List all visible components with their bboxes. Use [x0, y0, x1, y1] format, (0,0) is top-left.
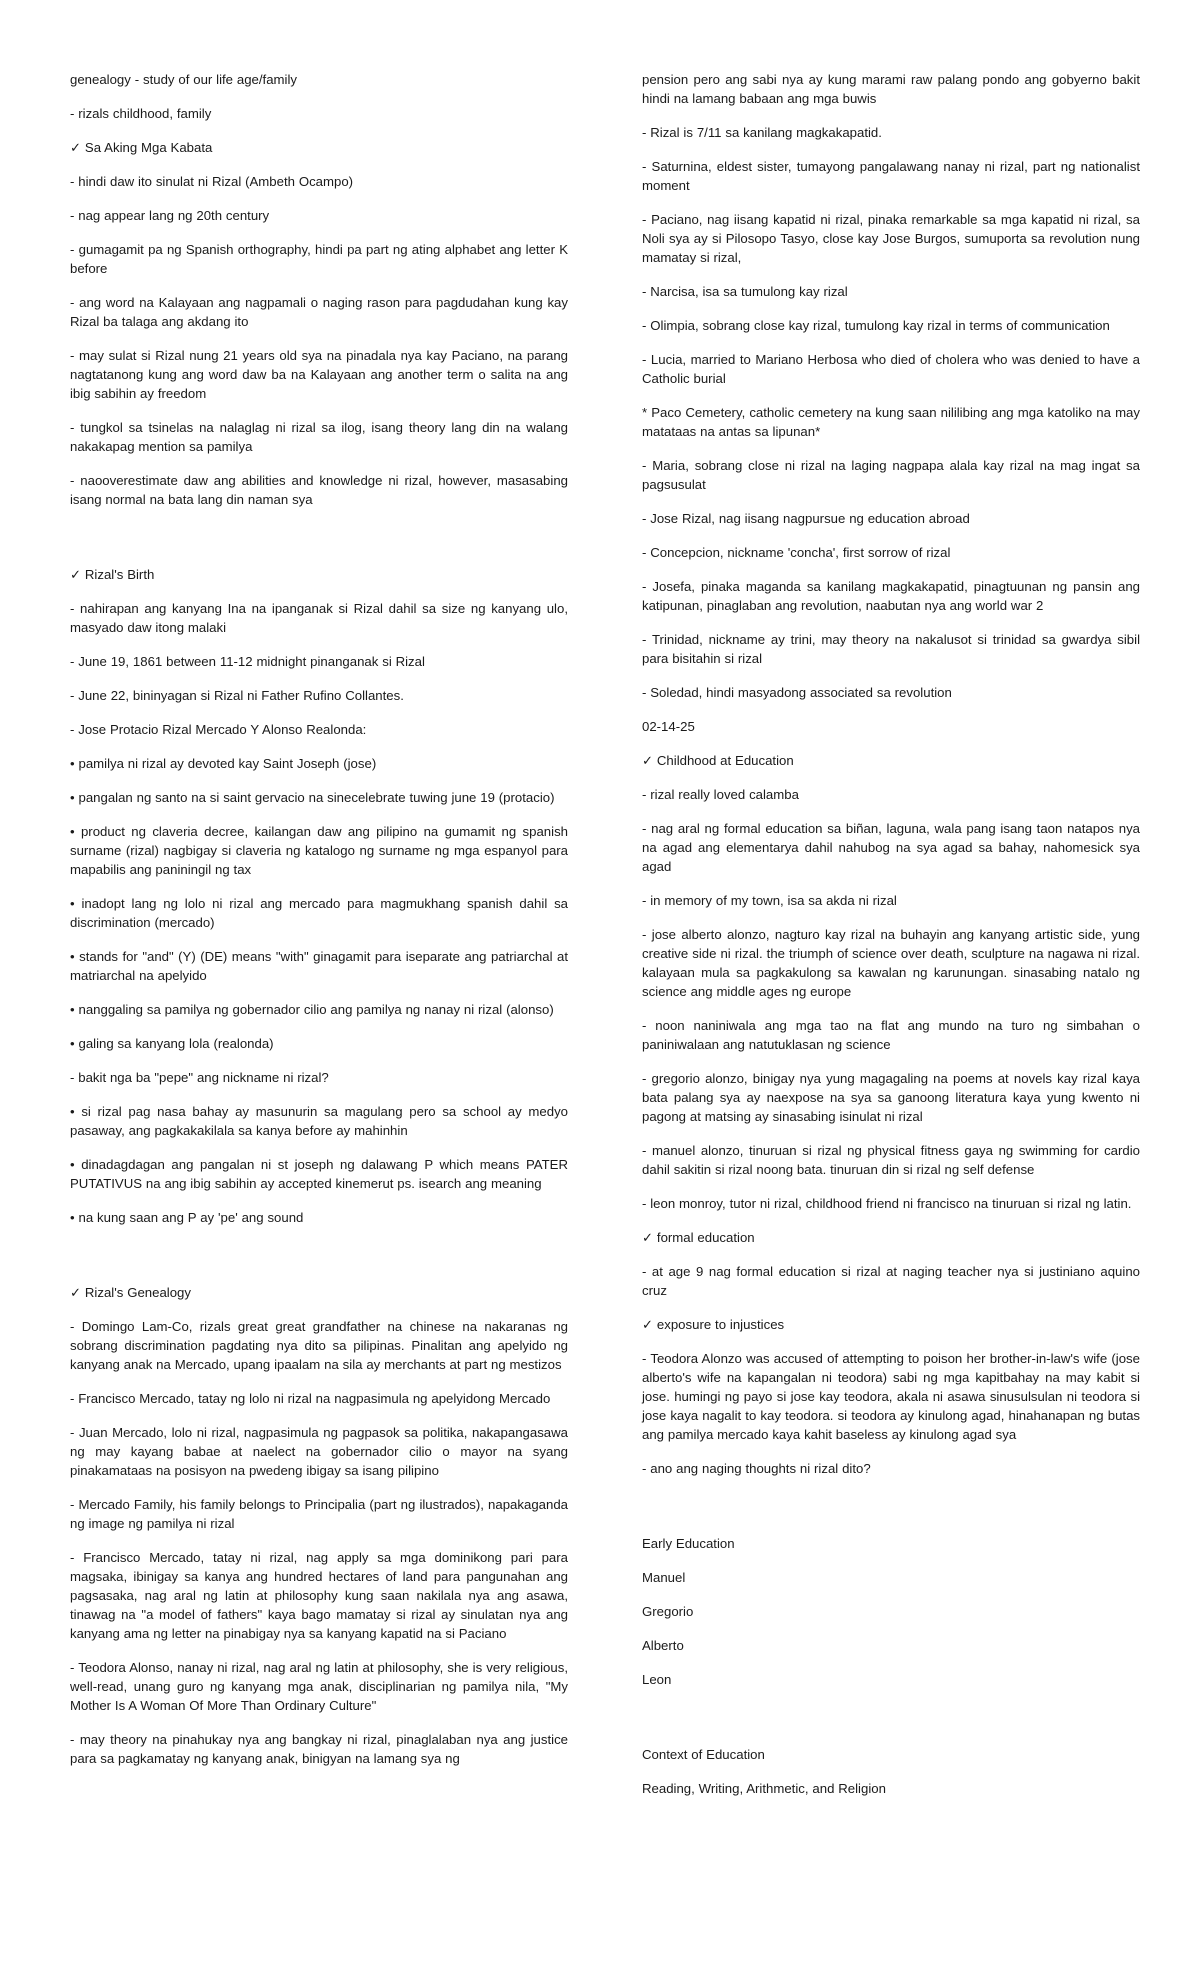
note-paragraph: ✓ formal education: [642, 1230, 755, 1245]
note-paragraph: ✓ exposure to injustices: [642, 1317, 785, 1332]
note-paragraph: - hindi daw ito sinulat ni Rizal (Ambeth Ocampo): [70, 174, 354, 189]
note-paragraph: - Soledad, hindi masyadong associated sa revolution: [642, 685, 952, 700]
section-spacer: [70, 1242, 568, 1283]
note-paragraph: Reading, Writing, Arithmetic, and Religion: [642, 1781, 886, 1796]
document-page: [70, 70, 1140, 1950]
note-paragraph: Early Education: [642, 1536, 735, 1551]
note-paragraph: Manuel: [642, 1570, 686, 1585]
note-paragraph: Context of Education: [642, 1747, 765, 1762]
note-paragraph: - Concepcion, nickname 'concha', first sorrow of rizal: [642, 545, 951, 560]
note-paragraph: - Maria, sobrang close ni rizal na laging nagpapa alala kay rizal na mag ingat sa pagsusulat: [642, 458, 1140, 492]
note-paragraph: - nag appear lang ng 20th century: [70, 208, 270, 223]
note-paragraph: - nag aral ng formal education sa biñan, laguna, wala pang isang taon natapos nya na agad ang elementarya dahil nahubog na sya agad sa bahay, nahomesick sya agad: [642, 821, 1140, 874]
note-paragraph: • si rizal pag nasa bahay ay masunurin sa magulang pero sa school ay medyo pasaway, ang pagkakakilala sa kanya before ay mahinhin: [70, 1104, 568, 1138]
note-paragraph: ✓ Sa Aking Mga Kabata: [70, 140, 213, 155]
note-paragraph: - may theory na pinahukay nya ang bangkay ni rizal, pinaglalaban nya ang justice para sa pagkamatay ng kanyang anak, binigyan na lamang sya ng: [70, 1732, 568, 1766]
note-paragraph: - bakit nga ba "pepe" ang nickname ni rizal?: [70, 1070, 329, 1085]
note-paragraph: Leon: [642, 1672, 672, 1687]
note-paragraph: - Juan Mercado, lolo ni rizal, nagpasimula ng pagpasok sa politika, nakapangasawa ng may kayang babae at naelect na gobernador cilio o mayor na syang pinakamataas na posisyon na pwedeng ibigay sa isang pilipino: [70, 1425, 568, 1478]
note-paragraph: - Narcisa, isa sa tumulong kay rizal: [642, 284, 848, 299]
note-paragraph: - gregorio alonzo, binigay nya yung magagaling na poems at novels kay rizal kaya bata palang sya ay naexpose na sya sa ganoong literatura kaya yung kwento ni pagong at matsing ay sinasabing isinulat ni rizal: [642, 1071, 1140, 1124]
section-spacer: [642, 1493, 1140, 1534]
note-paragraph: - Olimpia, sobrang close kay rizal, tumulong kay rizal in terms of communication: [642, 318, 1110, 333]
note-paragraph: 02-14-25: [642, 719, 695, 734]
note-paragraph: - jose alberto alonzo, nagturo kay rizal na buhayin ang kanyang artistic side, yung creative side ni rizal. the triumph of science over death, sculpture na nagawa ni rizal. kalayaan mula sa pagkakulong sa kawalan ng karunungan. sinasabing natalo ng science ang middle ages ng europe: [642, 927, 1140, 999]
left-column: [70, 70, 568, 1950]
note-paragraph: • galing sa kanyang lola (realonda): [70, 1036, 274, 1051]
note-paragraph: - noon naniniwala ang mga tao na flat ang mundo na turo ng simbahan o paniniwalaan ang natutuklasan ng science: [642, 1018, 1140, 1052]
note-paragraph: ✓ Childhood at Education: [642, 753, 794, 768]
note-paragraph: - rizal really loved calamba: [642, 787, 799, 802]
note-paragraph: - Jose Rizal, nag iisang nagpursue ng education abroad: [642, 511, 970, 526]
note-paragraph: - gumagamit pa ng Spanish orthography, hindi pa part ng ating alphabet ang letter K before: [70, 242, 568, 276]
note-paragraph: - Francisco Mercado, tatay ni rizal, nag apply sa mga dominikong pari para magsaka, ibinigay sa kanya ang hundred hectares of land para pangunahan ang pagsasaka, nag aral ng latin at philosophy kung saan nakilala nya ang asawa, tinawag na "a model of fathers" kaya bago mamatay si rizal ay sinulatan nya ang kanyang ama ng letter na pinabigay nya sa kanyang kapatid na si Paciano: [70, 1550, 568, 1641]
note-paragraph: - nahirapan ang kanyang Ina na ipanganak si Rizal dahil sa size ng kanyang ulo, masyado daw itong malaki: [70, 601, 568, 635]
note-paragraph: - Mercado Family, his family belongs to Principalia (part ng ilustrados), napakaganda ng image ng pamilya ni rizal: [70, 1497, 568, 1531]
note-paragraph: - at age 9 nag formal education si rizal at naging teacher nya si justiniano aquino cruz: [642, 1264, 1140, 1298]
note-paragraph: - Domingo Lam-Co, rizals great great grandfather na chinese na nakaranas ng sobrang discrimination pagdating nya dito sa pilipinas. Pinalitan ang apelyido ng kanyang anak na Mercado, upang ipaalam na sila ay merchants at part ng mestizos: [70, 1319, 568, 1372]
section-spacer: [642, 1704, 1140, 1745]
note-paragraph: genealogy - study of our life age/family: [70, 72, 297, 87]
note-paragraph: - Francisco Mercado, tatay ng lolo ni rizal na nagpasimula ng apelyidong Mercado: [70, 1391, 551, 1406]
note-paragraph: Gregorio: [642, 1604, 694, 1619]
note-paragraph: - Teodora Alonso, nanay ni rizal, nag aral ng latin at philosophy, she is very religious, well-read, unang guro ng kanyang mga anak, disciplinarian ng pamilya nila, "My Mother Is A Woman Of More Than Ordinary Culture": [70, 1660, 568, 1713]
note-paragraph: - Saturnina, eldest sister, tumayong pangalawang nanay ni rizal, part ng nationalist moment: [642, 159, 1140, 193]
note-paragraph: - Trinidad, nickname ay trini, may theory na nakalusot si trinidad sa gwardya sibil para bisitahin si rizal: [642, 632, 1140, 666]
note-paragraph: ✓ Rizal's Genealogy: [70, 1285, 191, 1300]
note-paragraph: • product ng claveria decree, kailangan daw ang pilipino na gumamit ng spanish surname (rizal) nagbigay si claveria ng katalogo ng surname ng mga espanyol para mapabilis ang paniningil ng tax: [70, 824, 568, 877]
note-paragraph: - Jose Protacio Rizal Mercado Y Alonso Realonda:: [70, 722, 367, 737]
note-paragraph: • inadopt lang ng lolo ni rizal ang mercado para magmukhang spanish dahil sa discrimination (mercado): [70, 896, 568, 930]
note-paragraph: • pamilya ni rizal ay devoted kay Saint Joseph (jose): [70, 756, 377, 771]
note-paragraph: - June 19, 1861 between 11-12 midnight pinanganak si Rizal: [70, 654, 425, 669]
note-paragraph: - in memory of my town, isa sa akda ni rizal: [642, 893, 897, 908]
note-paragraph: - ano ang naging thoughts ni rizal dito?: [642, 1461, 871, 1476]
note-paragraph: - Teodora Alonzo was accused of attempting to poison her brother-in-law's wife (jose alberto's wife na kapangalan ni teodora) sabi ng mga kapitbahay na may kabit si jose. humingi ng payo si jose kay teodora, akala ni asawa sinusulsulan ni teodora si jose kaya nagalit to kay teodora. si teodora ay kinulong agad, hinahanapan ng butas ang pamilya mercado kaya kahit baseless ay kinulong agad sya: [642, 1351, 1140, 1442]
note-paragraph: - may sulat si Rizal nung 21 years old sya na pinadala nya kay Paciano, na parang nagtatanong kung ang word daw ba na Kalayaan ang another term o salita na ang ibig sabihin ay freedom: [70, 348, 568, 401]
note-paragraph: - ang word na Kalayaan ang nagpamali o naging rason para pagdudahan kung kay Rizal ba talaga ang akdang ito: [70, 295, 568, 329]
note-paragraph: Alberto: [642, 1638, 684, 1653]
note-paragraph: pension pero ang sabi nya ay kung marami raw palang pondo ang gobyerno bakit hindi na lamang babaan ang mga buwis: [642, 72, 1140, 106]
note-paragraph: - manuel alonzo, tinuruan si rizal ng physical fitness gaya ng swimming for cardio dahil sakitin si rizal noong bata. tinuruan din si rizal ng self defense: [642, 1143, 1140, 1177]
note-paragraph: - naooverestimate daw ang abilities and knowledge ni rizal, however, masasabing isang normal na bata lang din naman sya: [70, 473, 568, 507]
note-paragraph: • pangalan ng santo na si saint gervacio na sinecelebrate tuwing june 19 (protacio): [70, 790, 555, 805]
note-paragraph: • nanggaling sa pamilya ng gobernador cilio ang pamilya ng nanay ni rizal (alonso): [70, 1002, 554, 1017]
note-paragraph: - June 22, bininyagan si Rizal ni Father Rufino Collantes.: [70, 688, 404, 703]
note-paragraph: - Paciano, nag iisang kapatid ni rizal, pinaka remarkable sa mga kapatid ni rizal, sa Noli sya ay si Pilosopo Tasyo, close kay Jose Burgos, sumuporta sa revolution nung mamatay si rizal,: [642, 212, 1140, 265]
note-paragraph: - Lucia, married to Mariano Herbosa who died of cholera who was denied to have a Catholic burial: [642, 352, 1140, 386]
note-paragraph: • stands for "and" (Y) (DE) means "with" ginagamit para iseparate ang patriarchal at matriarchal na apelyido: [70, 949, 568, 983]
note-paragraph: * Paco Cemetery, catholic cemetery na kung saan nililibing ang mga katoliko na may matataas na antas sa lipunan*: [642, 405, 1140, 439]
right-column: [642, 70, 1140, 1950]
note-paragraph: - rizals childhood, family: [70, 106, 212, 121]
note-paragraph: - Josefa, pinaka maganda sa kanilang magkakapatid, pinagtuunan ng pansin ang katipunan, pinaglaban ang revolution, naabutan nya ang world war 2: [642, 579, 1140, 613]
note-paragraph: - tungkol sa tsinelas na nalaglag ni rizal sa ilog, isang theory lang din na walang nakakapag mention sa pamilya: [70, 420, 568, 454]
note-paragraph: - Rizal is 7/11 sa kanilang magkakapatid.: [642, 125, 882, 140]
note-paragraph: • na kung saan ang P ay 'pe' ang sound: [70, 1210, 304, 1225]
note-paragraph: ✓ Rizal's Birth: [70, 567, 155, 582]
note-paragraph: - leon monroy, tutor ni rizal, childhood friend ni francisco na tinuruan si rizal ng latin.: [642, 1196, 1132, 1211]
note-paragraph: • dinadagdagan ang pangalan ni st joseph ng dalawang P which means PATER PUTATIVUS na ang ibig sabihin ay accepted kinemerut ps. isearch ang meaning: [70, 1157, 568, 1191]
section-spacer: [70, 524, 568, 565]
